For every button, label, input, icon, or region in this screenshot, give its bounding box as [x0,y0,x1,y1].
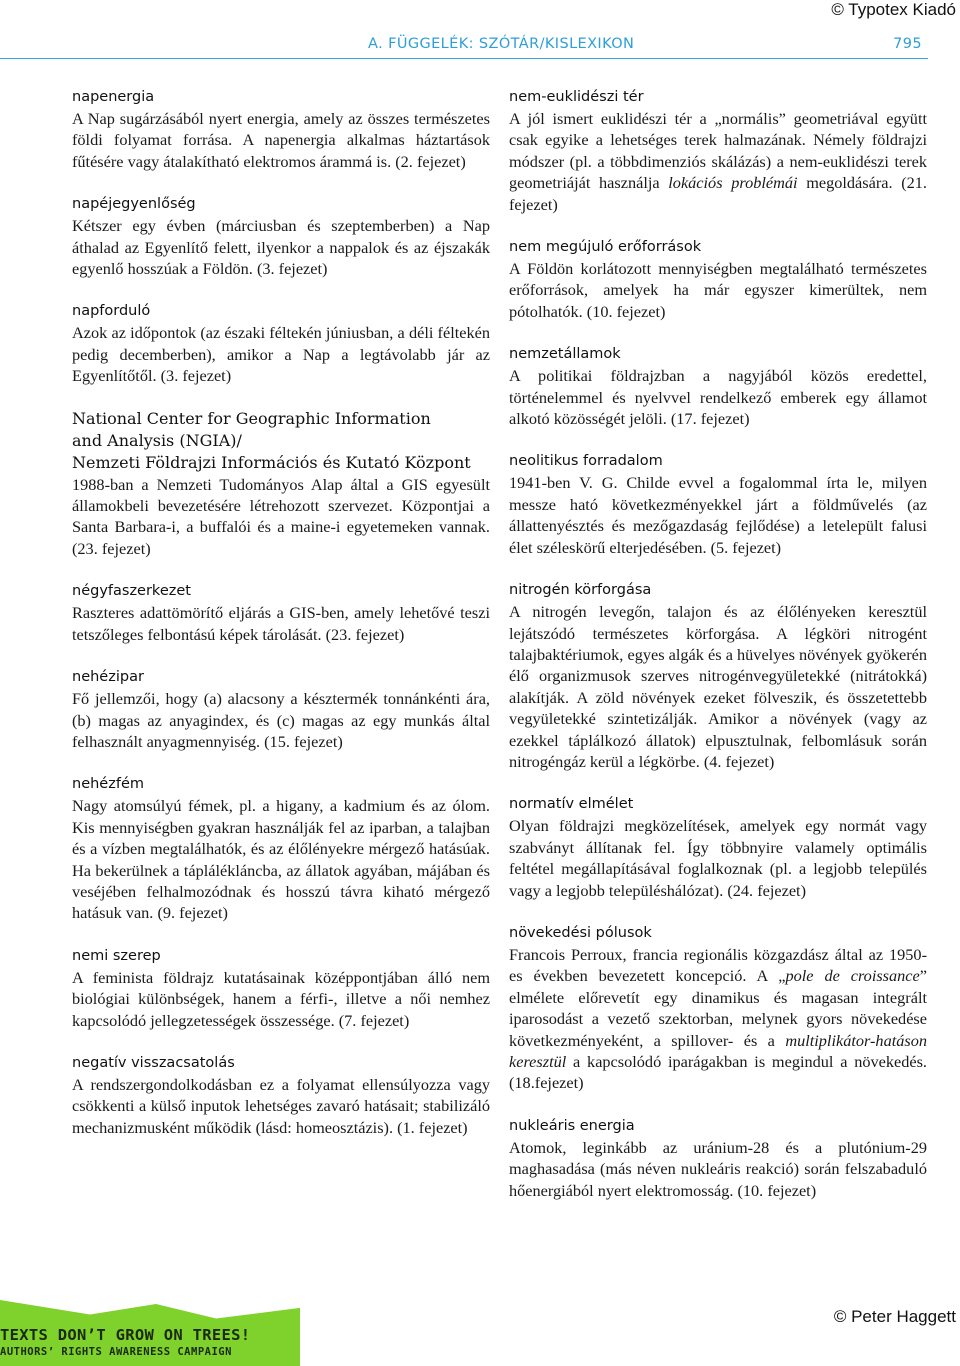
glossary-entry [72,300,490,386]
glossary-entry [72,408,490,560]
page-number: 795 [893,36,922,52]
entry-definition: 1988-ban a Nemzeti Tudományos Alap által a GIS egyesült államokbeli bevezetésére létrehozott szervezet. Központjai a Santa Barbara-i, a buffalói és a maine-i egyetemeken vannak. (23. fejezet) [72,474,490,558]
entry-definition: Atomok, leginkább az uránium-28 és a plutónium-29 maghasadása (más néven nukleáris reakció) során felszabaduló hőenergiából nyert elektromosság. (10. fejezet) [509,1137,927,1200]
entry-definition: Nagy atomsúlyú fémek, pl. a higany, a kadmium és az ólom. Kis mennyiségben gyakran használják fel az iparban, a talajban és a vízben megtalálhatók, és az élőlényekre mérgező hatásúak. Ha bekerülnek a táplálékláncba, az állatok agyában, májában és veséjében felhalmozódnak és hosszú távra kiható mérgező hatásuk van. (9. fejezet) [72,796,490,923]
entry-definition: Francois Perroux, francia regionális közgazdász által az 1950-es években bevezetett koncepció. A „pole de croissance” elmélete előrevetít egy dinamikus és magasan integrált iparosodást a vezető szektorban, melynek gyors növekedése következményeként, a spillover- és a multiplikátor-hatáson keresztül a kapcsolódó iparágakban is megindul a növekedés. (18.fejezet) [509,944,927,1093]
glossary-entry [509,86,927,215]
copyright-notice-top: © Typotex Kiadó [831,0,956,19]
glossary-entry [509,793,927,901]
entry-term: nem megújuló erőforrások [509,239,702,256]
entry-definition: 1941-ben V. G. Childe evvel a fogalommal írta le, milyen messze ható következményekkel járt a földművelés (az állattenyésztés és mezőgazdaság fejlődése) a letelepült falusi élet széleskörű elterjedésében. (5. fejezet) [509,473,927,557]
glossary-entry [72,193,490,279]
entry-term: növekedési pólusok [509,924,652,941]
glossary-entry [72,1052,490,1138]
entry-term-line: National Center for Geographic Information [72,408,431,428]
glossary-entry [509,579,927,772]
entry-definition: A rendszergondolkodásban ez a folyamat ellensúlyozza vagy csökkenti a külső inputok lehetséges zavaró hatásait; stabilizáló mechanizmusként működik (lásd: homeosztázis). (1. fejezet) [72,1074,490,1137]
entry-definition: Olyan földrajzi megközelítések, amelyek egy normát vagy szabványt állítanak fel. Így többnyire valamely optimális feltétel megállapításával foglalkoznak (pl. a legjobb település vagy a legjobb településhálózat). (24. fejezet) [509,816,927,900]
campaign-banner-title: TEXTS DON’T GROW ON TREES! [0,1326,251,1344]
entry-definition: A jól ismert euklidészi tér a „normális” geometriával együtt csak egyike a lehetséges terek halmazának. Némely földrajzi módszer (pl. a többdimenziós skálázás) a nem-euklidészi terek geometriáját használja lokációs problémái megoldására. (21. fejezet) [509,109,928,214]
entry-term: napéjegyenlőség [72,196,196,213]
entry-term-line: Nemzeti Földrajzi Információs és Kutató Központ [72,452,471,472]
glossary-entry [72,773,490,923]
glossary-entry [72,580,490,645]
entry-definition: Raszteres adattömörítő eljárás a GIS-ben, amely lehetővé teszi tetszőleges felbontású képek tárolását. (23. fejezet) [72,603,490,644]
glossary-entry [509,343,927,429]
glossary-entry [72,86,490,172]
entry-term: nehézfém [72,776,144,793]
entry-definition: A politikai földrajzban a nagyjából közös eredettel, történelemmel és nyelvvel rendelkező emberek egy államot alkotó közösségét jelöli. (17. fejezet) [509,366,927,429]
entry-term: négyfaszerkezet [72,583,191,600]
entry-definition: Azok az időpontok (az északi féltekén júniusban, a déli féltekén pedig decemberben), amikor a Nap a legtávolabb jár az Egyenlítőtől. (3. fejezet) [72,323,490,386]
glossary-entry [509,1115,927,1201]
entry-term-line: and Analysis (NGIA)/ [72,430,242,450]
entry-term: nem-euklidészi tér [509,89,644,105]
entry-definition: Kétszer egy évben (márciusban és szeptemberben) a Nap áthalad az Egyenlítő felett, ilyenkor a nappalok és az éjszakák egyenlő hosszúak a Földön. (3. fejezet) [72,216,490,279]
entry-definition: A Nap sugárzásából nyert energia, amely az összes természetes földi folyamat forrása. A napenergia alkalmas háztartások fűtésére vagy átalakítható elektromos árammá is. (2. fejezet) [72,109,490,171]
entry-term: napforduló [72,303,151,320]
entry-term: negatív visszacsatolás [72,1054,235,1071]
entry-term: neolitikus forradalom [509,453,663,470]
left-column [72,86,490,1138]
entry-term: napenergia [72,89,155,105]
glossary-entry [509,236,927,322]
entry-term: normatív elmélet [509,796,634,813]
entry-definition: A nitrogén levegőn, talajon és az élőlényeken keresztül lejátszódó természetes körforgása. A légköri nitrogént talajbaktériumok, egyes algák és a hüvelyes növények gyökerén élő organizmusok szerves nitrogénvegyületekké (nitrátokká) alakítják. A zöld növények ezeket fölveszik, és összetettebb vegyületekké szintetizálják. Amikor a növények (vagy az ezekkel táplálkozó állatok) elpusztulnak, felbomlásuk során nitrogéngáz kerül a légkörbe. (4. fejezet) [509,602,927,771]
right-column [509,86,927,1201]
entry-term: nemi szerep [72,947,161,964]
entry-definition: A feminista földrajz kutatásainak középpontjában álló nem biológiai különbségek, hanem a férfi-, illetve a női nemhez kapcsolódó jellegzetességek összessége. (7. fejezet) [72,967,490,1030]
glossary-entry [509,450,927,558]
entry-term: nehézipar [72,669,144,686]
entry-term: nitrogén körforgása [509,582,652,599]
copyright-notice-bottom: © Peter Haggett [833,1307,956,1326]
entry-term: nukleáris energia [509,1117,635,1134]
glossary-entry [72,945,490,1031]
section-title: A. FÜGGELÉK: SZÓTÁR/KISLEXIKON [368,36,635,52]
entry-definition: Fő jellemzői, hogy (a) alacsony a késztermék tonnánkénti ára, (b) magas az anyagindex, és (c) magas az egy munkás által felhasznált anyagmennyiség. (15. fejezet) [72,689,490,751]
glossary-entry [72,666,490,752]
entry-definition: A Földön korlátozott mennyiségben megtalálható természetes erőforrások, amelyek ha már egyszer kimerültek, nem pótolhatók. (10. fejezet) [509,259,927,321]
running-header [0,36,928,59]
entry-term: nemzetállamok [509,346,621,363]
campaign-banner-subtitle: AUTHORS’ RIGHTS AWARENESS CAMPAIGN [0,1346,232,1358]
glossary-entry [509,922,927,1094]
